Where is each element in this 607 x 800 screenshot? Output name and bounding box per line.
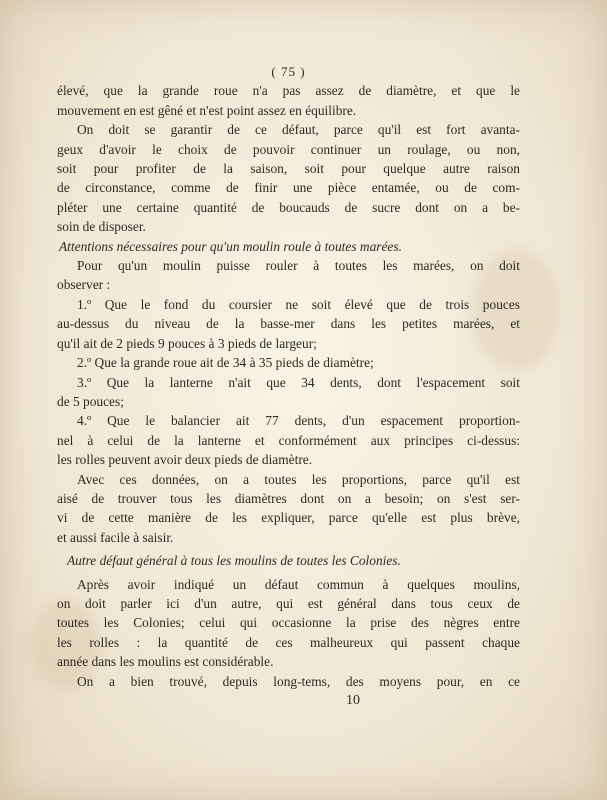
text-line: de circonstance, comme de finir une pièce entamée, ou de com-: [57, 180, 520, 196]
paragraph: [57, 672, 520, 691]
text-line: On doit se garantir de ce défaut, parce qu'il est fort avanta-: [77, 122, 520, 138]
text-line: élevé, que la grande roue n'a pas assez de diamètre, et que le: [57, 83, 520, 99]
text-line: qu'il ait de 2 pieds 9 pouces à 3 pieds de largeur;: [57, 335, 317, 351]
list-item: [57, 411, 520, 469]
text-line: soit pour profiter de la saison, soit pour quelque autre raison: [57, 161, 520, 177]
text-line: On a bien trouvé, depuis long-tems, des moyens pour, en ce: [77, 673, 520, 689]
text-block: [57, 62, 520, 710]
page-number: ( 75 ): [271, 64, 306, 79]
section-heading: Autre défaut général à tous les moulins de toutes les Colonies.: [67, 553, 401, 569]
text-line: toutes les Colonies; celui qui occasionne la prise des nègres entre: [57, 615, 520, 631]
paragraph: [57, 470, 520, 548]
text-line: geux d'avoir le choix de pouvoir continuer un roulage, ou non,: [57, 141, 520, 157]
text-line: mouvement en est gêné et n'est point assez en équilibre.: [57, 102, 357, 118]
text-line: au-dessus du niveau de la basse-mer dans les petites marées, et: [57, 316, 520, 332]
text-line: les rolles peuvent avoir deux pieds de diamètre.: [57, 452, 313, 468]
text-line: aisé de trouver tous les diamètres dont on a besoin; on s'est ser-: [57, 490, 520, 506]
text-line: et aussi facile à saisir.: [57, 529, 174, 545]
text-line: 3.º Que la lanterne n'ait que 34 dents, dont l'espacement soit: [77, 374, 520, 390]
section-heading: Attentions nécessaires pour qu'un moulin roule à toutes marées.: [59, 238, 402, 254]
paragraph: [57, 120, 520, 236]
text-line: vi de cette manière de les expliquer, parce qu'elle est plus brève,: [57, 510, 520, 526]
text-line: 2.º Que la grande roue ait de 34 à 35 pieds de diamètre;: [77, 355, 374, 371]
text-line: Avec ces données, on a toutes les proportions, parce qu'il est: [77, 471, 520, 487]
text-line: 1.º Que le fond du coursier ne soit élevé que de trois pouces: [77, 296, 520, 312]
text-line: de 5 pouces;: [57, 393, 124, 409]
list-item: [57, 295, 520, 353]
paragraph: [57, 575, 520, 672]
text-line: soin de disposer.: [57, 219, 146, 235]
text-line: observer :: [57, 277, 111, 293]
text-line: pléter une certaine quantité de boucauds de sucre dont on a be-: [57, 199, 520, 215]
text-line: Après avoir indiqué un défaut commun à quelques moulins,: [77, 576, 520, 592]
text-line: les rolles : la quantité de ces malheureux qui passent chaque: [57, 634, 520, 650]
text-line: 4.º Que le balancier ait 77 dents, d'un espacement proportion-: [77, 413, 520, 429]
paragraph: [57, 81, 520, 120]
text-line: nel à celui de la lanterne et conformément aux principes ci-dessus:: [57, 432, 520, 448]
text-line: année dans les moulins est considérable.: [57, 654, 274, 670]
text-line: on doit parler ici d'un autre, qui est général dans tous ceux de: [57, 595, 520, 611]
list-item: [57, 353, 520, 372]
list-item: [57, 373, 520, 412]
paragraph: [57, 256, 520, 295]
signature-mark: 10: [346, 693, 360, 708]
text-line: Pour qu'un moulin puisse rouler à toutes les marées, on doit: [77, 258, 520, 274]
